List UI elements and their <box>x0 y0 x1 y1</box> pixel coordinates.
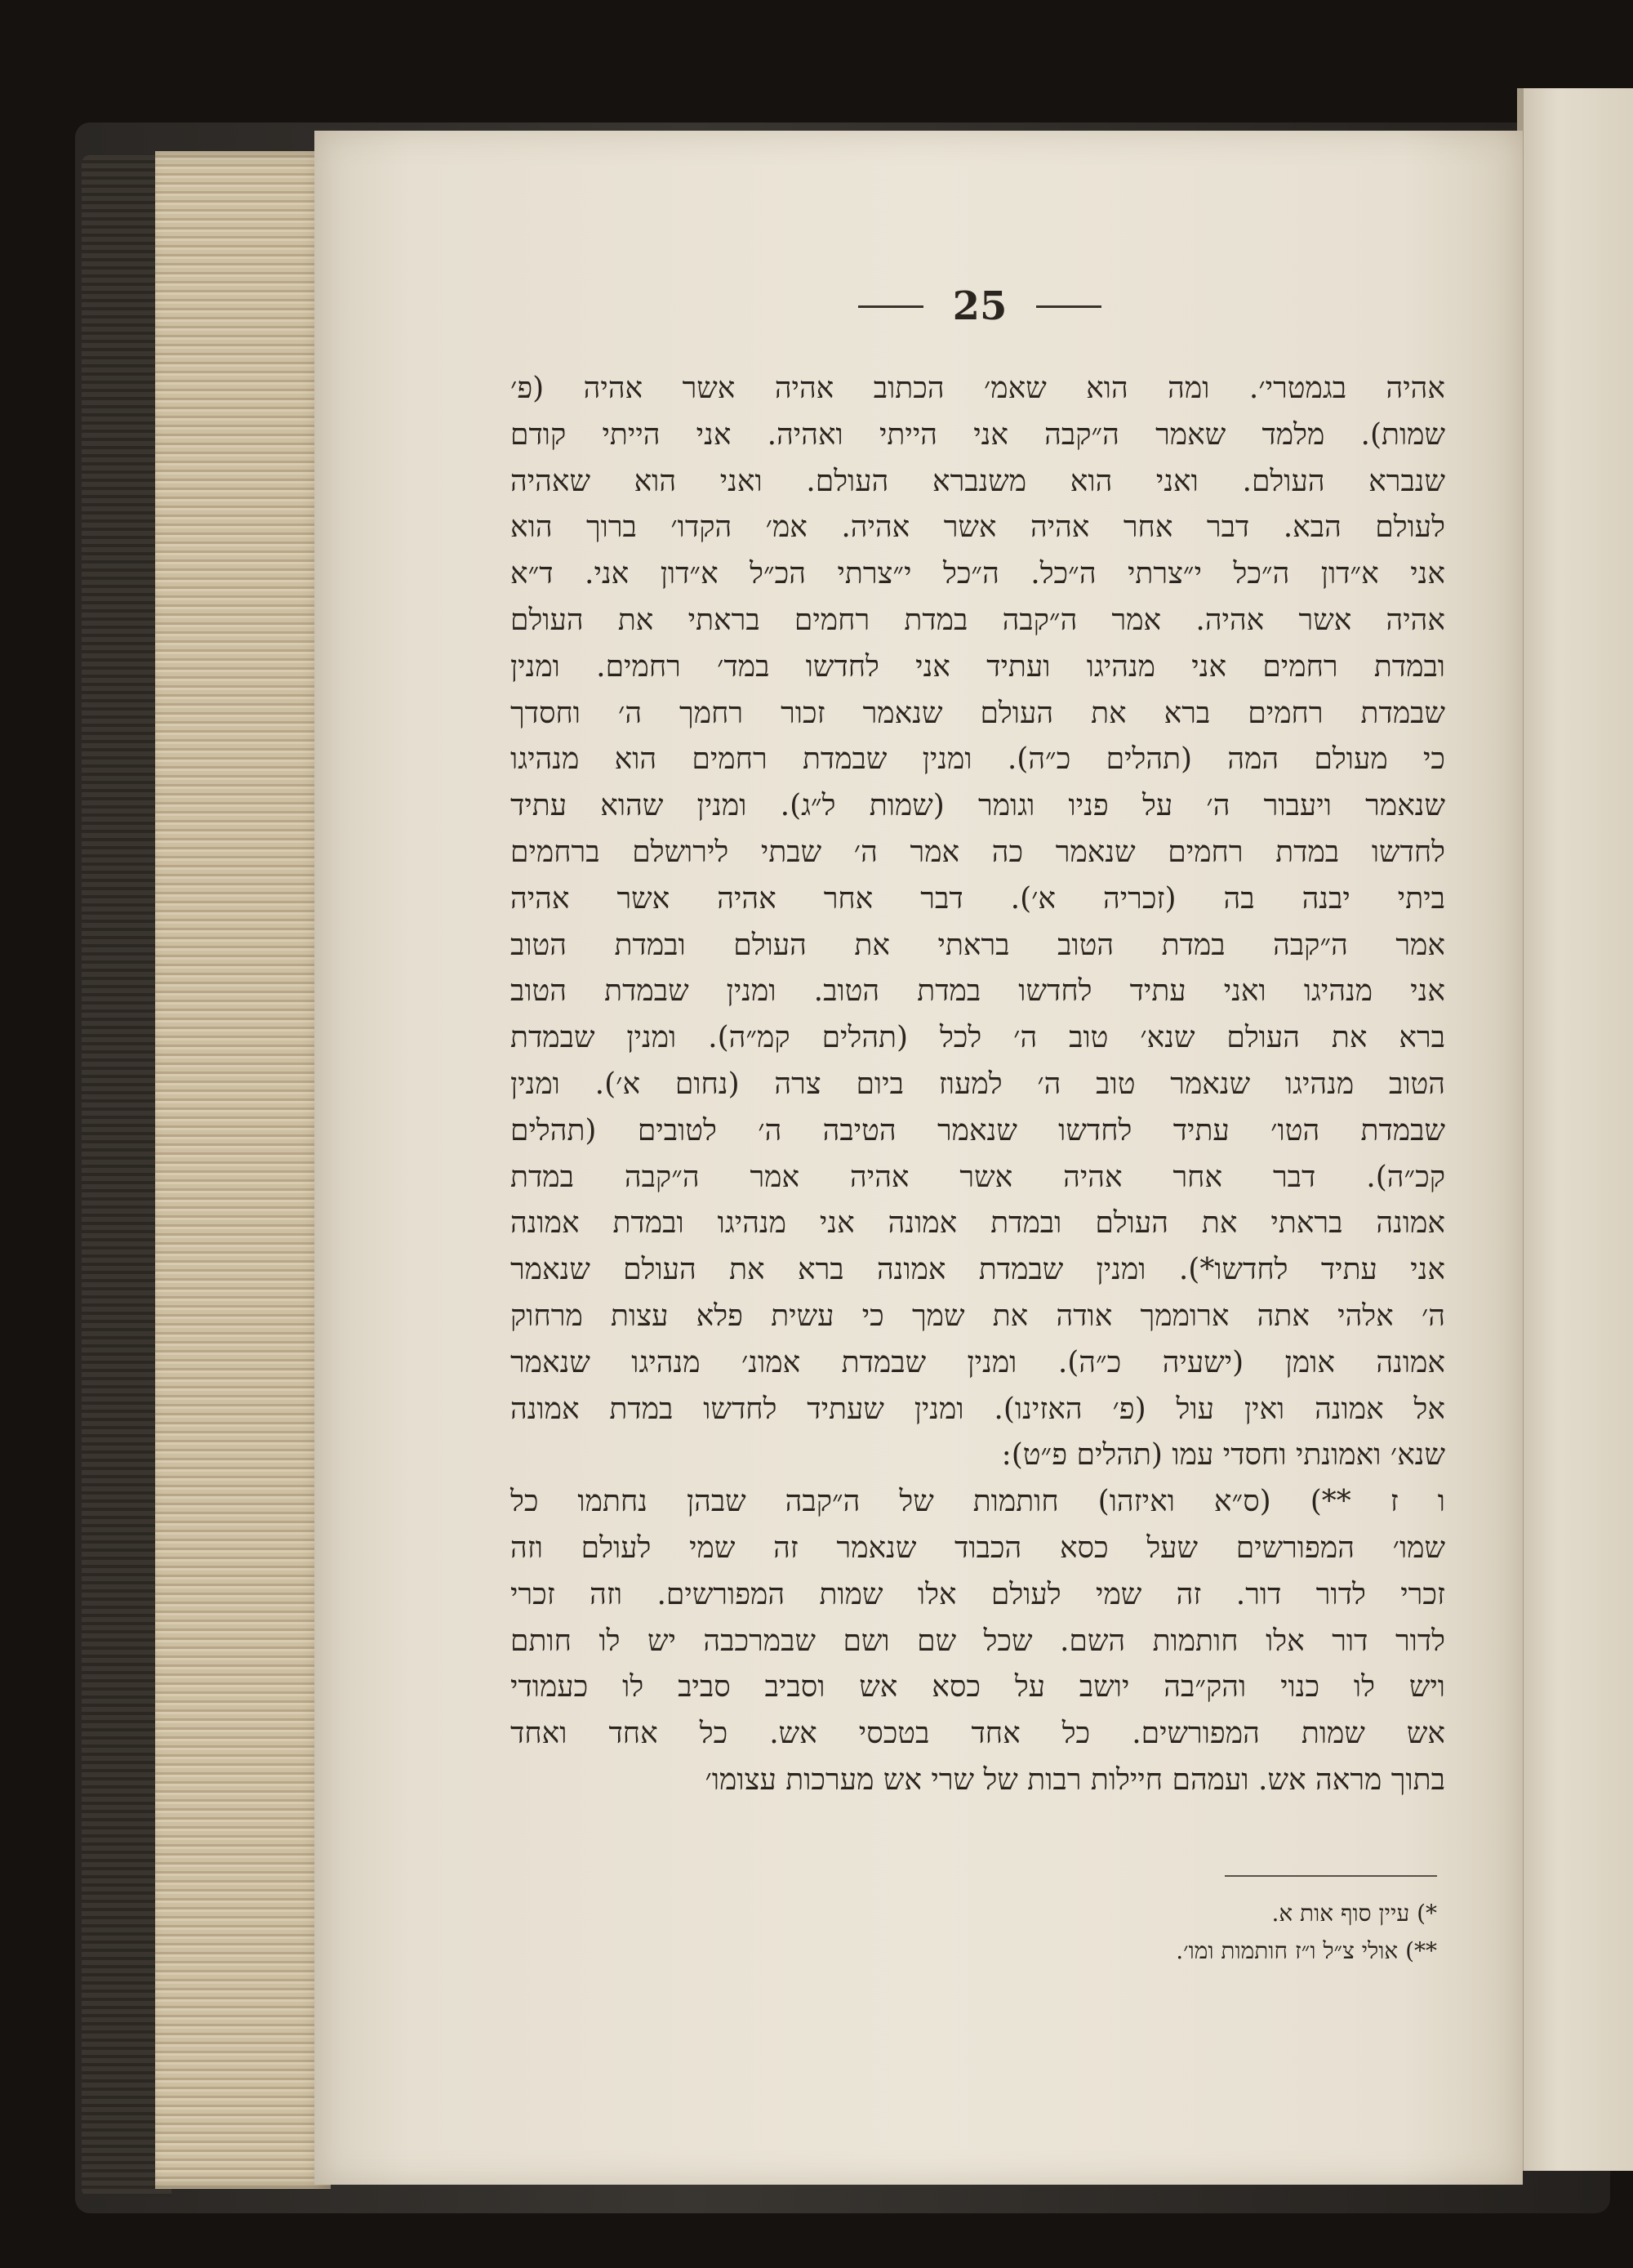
text-line: אני א״דון ה״כל י״צרתי ה״כל. ה״כל י״צרתי הכ״ל א״דון אני. ד״א <box>510 557 1445 591</box>
text-line: שבמדת רחמים ברא את העולם שנאמר זכור רחמך ה׳ וחסדך <box>510 696 1445 730</box>
text-line: אהיה בגמטרי׳. ומה הוא שאמ׳ הכתוב אהיה אשר אהיה (פ׳ <box>510 372 1445 405</box>
text-line: ו ז **) (ס״א ואיזהו) חותמות של ה״קבה שבהן נחתמו כל <box>510 1485 1445 1519</box>
body-text <box>510 366 1445 1804</box>
footnote: **) אולי צ״ל ו״ז חותמות ומו׳. <box>1176 1937 1437 1964</box>
page-edges <box>155 151 331 2189</box>
text-line: אמונה בראתי את העולם ובמדת אמונה אני מנהיגו ובמדת אמונה <box>510 1206 1445 1241</box>
text-line: זכרי לדור דור. זה שמי לעולם אלו שמות המפורשים. וזה זכרי <box>510 1577 1445 1611</box>
text-line: שמות). מלמד שאמר ה״קבה אני הייתי ואהיה. אני הייתי קודם <box>510 417 1445 452</box>
page-number: 25 <box>952 283 1008 329</box>
text-line: ובמדת רחמים אני מנהיגו ועתיד אני לחדשו במד׳ רחמים. ומנין <box>510 649 1445 684</box>
footnote: *) עיין סוף אות א. <box>1271 1900 1437 1927</box>
text-line: אמונה אומן (ישעיה כ״ה). ומנין שבמדת אמונ׳ מנהיגו שנאמר <box>510 1345 1445 1379</box>
text-line: שמו׳ המפורשים שעל כסא הכבוד שנאמר זה שמי לעולם וזה <box>510 1531 1445 1565</box>
text-line: קכ״ה). דבר אחר אהיה אשר אהיה אמר ה״קבה במדת <box>510 1160 1445 1194</box>
text-line: שנברא העולם. ואני הוא משנברא העולם. ואני הוא שאהיה <box>510 464 1445 498</box>
footnotes <box>980 1895 1437 1970</box>
text-line: אני עתיד לחדשו*). ומנין שבמדת אמונה ברא את העולם שנאמר <box>510 1253 1445 1287</box>
text-line: שבמדת הטו׳ עתיד לחדשו שנאמר הטיבה ה׳ לטובים (תהלים <box>510 1113 1445 1147</box>
text-line: ויש לו כנוי והק״בה יושב על כסא אש וסביב סביב לו כעמודי <box>510 1670 1445 1704</box>
text-line: כי מעולם המה (תהלים כ״ה). ומנין שבמדת רחמים הוא מנהיגו <box>510 742 1445 777</box>
text-line: ה׳ אלהי אתה ארוממך אודה את שמך כי עשית פלא עצות מרחוק <box>510 1299 1445 1333</box>
text-line: אש שמות המפורשים. כל אחד בטכסי אש. כל אחד ואחד <box>510 1717 1445 1751</box>
text-line: ביתי יבנה בה (זכריה א׳). דבר אחר אהיה אשר אהיה <box>510 881 1445 916</box>
text-line: אהיה אשר אהיה. אמר ה״קבה במדת רחמים בראתי את העולם <box>510 603 1445 637</box>
text-line: שנא׳ ואמונתי וחסדי עמו (תהלים פ״ט): <box>1001 1438 1445 1473</box>
text-line: לדור דור אלו חותמות השם. שכל שם ושם שבמרכבה יש לו חותם <box>510 1624 1445 1658</box>
text-line: אל אמונה ואין עול (פ׳ האזינו). ומנין שעתיד לחדשו במדת אמונה <box>510 1392 1445 1426</box>
text-line: ברא את העולם שנא׳ טוב ה׳ לכל (תהלים קמ״ה). ומנין שבמדת <box>510 1021 1446 1055</box>
text-line: הטוב מנהיגו שנאמר טוב ה׳ למעוז ביום צרה (נחום א׳). ומנין <box>510 1067 1445 1101</box>
text-line: לעולם הבא. דבר אחר אהיה אשר אהיה. אמ׳ הקדו׳ ברוך הוא <box>510 510 1445 545</box>
footnote-divider <box>1225 1875 1437 1877</box>
text-line: בתוך מראה אש. ועמהם חיילות רבות של שרי אש מערכות עצומו׳ <box>705 1762 1445 1797</box>
facing-page <box>1517 88 1633 2171</box>
text-line: אמר ה״קבה במדת הטוב בראתי את העולם ובמדת הטוב <box>510 928 1445 962</box>
text-line: שנאמר ויעבור ה׳ על פניו וגומר (שמות ל״ג). ומנין שהוא עתיד <box>510 789 1445 823</box>
header-dash-right <box>1036 305 1101 308</box>
page-header <box>849 278 1110 335</box>
text-line: לחדשו במדת רחמים שנאמר כה אמר ה׳ שבתי לירושלם ברחמים <box>510 835 1445 869</box>
header-dash-left <box>858 305 923 308</box>
text-line: אני מנהיגו ואני עתיד לחדשו במדת הטוב. ומנין שבמדת הטוב <box>510 974 1445 1009</box>
